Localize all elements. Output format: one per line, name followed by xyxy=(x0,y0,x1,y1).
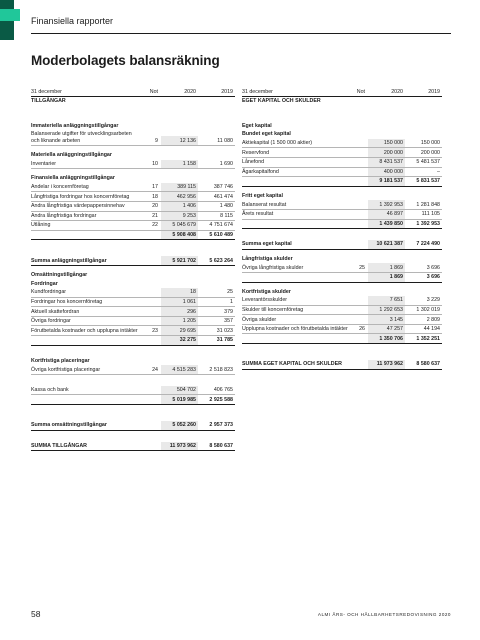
column-2019: 2019 xyxy=(428,88,440,95)
section-heading xyxy=(31,357,235,366)
value-2020: 18 xyxy=(161,288,198,297)
table-row xyxy=(31,298,235,308)
table-row xyxy=(242,148,442,158)
value-2020: 1 406 xyxy=(161,202,198,211)
value-2020: 1 350 706 xyxy=(368,334,405,343)
value-2019: 1 281 848 xyxy=(416,201,440,208)
value-2020: 1 205 xyxy=(161,317,198,326)
assets-table xyxy=(31,86,235,451)
value-2019: 31 023 xyxy=(216,327,233,334)
value-2020: 504 702 xyxy=(161,386,198,395)
row-label: Kundfordringar xyxy=(31,289,67,296)
table-row xyxy=(242,315,442,325)
total-row xyxy=(31,442,235,452)
value-2020: 1 158 xyxy=(161,160,198,169)
section-heading xyxy=(242,192,442,201)
total-row xyxy=(31,231,235,241)
header-rule xyxy=(31,33,451,34)
column-2019: 2019 xyxy=(221,88,233,95)
row-note: 18 xyxy=(152,193,158,200)
total-row xyxy=(31,395,235,405)
value-2020: 29 695 xyxy=(161,326,198,335)
corner-accent xyxy=(0,9,20,21)
row-label: Övriga fordringar xyxy=(31,318,71,325)
value-2019: 1 690 xyxy=(219,160,233,167)
table-row xyxy=(242,158,442,168)
row-label: Årets resultat xyxy=(242,211,274,218)
row-label: Immateriella anläggningstillgångar xyxy=(31,122,119,129)
value-2020: 8 431 537 xyxy=(368,158,405,167)
table-row xyxy=(242,306,442,316)
value-2020: 1 439 850 xyxy=(368,220,405,229)
value-2020: 296 xyxy=(161,307,198,316)
value-2019: 5 481 537 xyxy=(416,159,440,166)
table-row xyxy=(31,317,235,327)
row-note: 25 xyxy=(359,264,365,271)
row-label: Förutbetalda kostnader och upplupna intäkter xyxy=(31,327,138,334)
row-label: Utlåning xyxy=(31,222,51,229)
column-label: 31 december xyxy=(242,88,273,95)
value-2020: 150 000 xyxy=(368,139,405,148)
value-2019: 461 474 xyxy=(213,193,233,200)
value-2020: 11 973 962 xyxy=(161,442,198,451)
value-2020: 7 651 xyxy=(368,296,405,305)
value-2020: 1 392 953 xyxy=(368,200,405,209)
total-row xyxy=(242,360,442,370)
table-row xyxy=(242,200,442,210)
row-label: Balanserade utgifter för utvecklingsarbeten och liknande arbeten xyxy=(31,131,132,144)
table-row xyxy=(31,386,235,396)
section-heading xyxy=(242,97,442,106)
table-row xyxy=(31,307,235,317)
table-row xyxy=(242,325,442,335)
table-row xyxy=(31,130,235,146)
column-note: Not xyxy=(356,88,365,95)
section-title: Finansiella rapporter xyxy=(31,16,114,26)
row-label: Ägarkapitalfond xyxy=(242,168,279,175)
row-label: Eget kapital xyxy=(242,122,272,129)
value-2020: 10 621 387 xyxy=(368,240,405,249)
value-2019: 8 580 637 xyxy=(416,361,440,368)
value-2019: 150 000 xyxy=(420,140,440,147)
section-heading xyxy=(31,122,235,131)
table-row xyxy=(242,168,442,178)
row-label: EGET KAPITAL OCH SKULDER xyxy=(242,98,321,105)
row-label: Inventarier xyxy=(31,160,57,167)
row-label: Övriga skulder xyxy=(242,316,277,323)
spacer xyxy=(31,106,235,122)
page-title: Moderbolagets balansräkning xyxy=(31,53,220,68)
row-label: Aktuell skattefordran xyxy=(31,308,80,315)
row-note: 23 xyxy=(152,327,158,334)
value-2019: 11 080 xyxy=(217,137,233,144)
spacer xyxy=(242,229,442,240)
row-label: TILLGÅNGAR xyxy=(31,98,66,105)
value-2020: 5 019 985 xyxy=(161,395,198,404)
section-heading xyxy=(31,97,235,106)
value-2019: 406 765 xyxy=(213,387,233,394)
total-row xyxy=(242,273,442,283)
table-row xyxy=(31,365,235,375)
column-label: 31 december xyxy=(31,88,62,95)
value-2019: 5 610 489 xyxy=(209,232,233,239)
row-label: Materiella anläggningstillgångar xyxy=(31,152,112,159)
total-row xyxy=(242,177,442,187)
table-row xyxy=(242,139,442,149)
total-row xyxy=(242,240,442,250)
section-heading xyxy=(31,151,235,160)
value-2020: 5 908 408 xyxy=(161,231,198,240)
value-2019: 2 957 373 xyxy=(209,422,233,429)
table-row xyxy=(242,263,442,273)
spacer xyxy=(242,344,442,360)
value-2020: 3 145 xyxy=(368,315,405,324)
value-2019: 1 392 953 xyxy=(416,220,440,227)
value-2019: 2 518 823 xyxy=(209,366,233,373)
value-2020: 11 973 962 xyxy=(368,360,405,369)
value-2019: 2 925 588 xyxy=(209,396,233,403)
total-row xyxy=(242,220,442,230)
value-2019: 379 xyxy=(224,308,233,315)
row-label: Finansiella anläggningstillgångar xyxy=(31,175,115,182)
value-2020: 462 956 xyxy=(161,192,198,201)
value-2020: 1 869 xyxy=(368,263,405,272)
row-label: Kortfristiga skulder xyxy=(242,288,291,295)
value-2019: 5 623 264 xyxy=(209,257,233,264)
row-note: 21 xyxy=(152,212,158,219)
table-row xyxy=(31,160,235,170)
column-note: Not xyxy=(149,88,158,95)
section-heading xyxy=(242,255,442,264)
column-2020: 2020 xyxy=(391,88,403,95)
row-note: 26 xyxy=(359,326,365,333)
section-heading xyxy=(242,130,442,139)
table-row xyxy=(31,192,235,202)
value-2019: 5 831 537 xyxy=(416,178,440,185)
value-2020: 200 000 xyxy=(368,148,405,157)
table-row xyxy=(31,221,235,231)
table-row xyxy=(31,288,235,298)
spacer xyxy=(242,106,442,122)
row-label: Kortfristiga placeringar xyxy=(31,357,90,364)
row-note: 17 xyxy=(152,184,158,191)
value-2019: 1 302 019 xyxy=(416,306,440,313)
spacer xyxy=(31,346,235,357)
spacer xyxy=(31,431,235,442)
row-label: Fordringar hos koncernföretag xyxy=(31,299,103,305)
value-2020: 4 515 283 xyxy=(161,365,198,374)
row-label: Bundet eget kapital xyxy=(242,131,291,138)
value-2020: 5 045 679 xyxy=(161,221,198,230)
value-2019: 8 580 637 xyxy=(209,442,233,449)
value-2020: 47 257 xyxy=(368,325,405,334)
value-2019: 2 809 xyxy=(426,316,440,323)
spacer xyxy=(31,405,235,421)
value-2019: 1 xyxy=(230,299,233,305)
assets-table-header xyxy=(31,86,235,97)
table-row xyxy=(31,183,235,193)
row-label: SUMMA TILLGÅNGAR xyxy=(31,442,88,449)
table-row xyxy=(31,212,235,222)
equity-rows xyxy=(242,97,442,370)
value-2019: 3 696 xyxy=(426,264,440,271)
value-2019: – xyxy=(437,168,440,175)
row-label: Kassa och bank xyxy=(31,387,69,394)
section-heading xyxy=(31,174,235,183)
value-2020: 1 061 xyxy=(161,298,198,307)
value-2019: 3 229 xyxy=(426,297,440,304)
section-heading xyxy=(242,122,442,131)
section-heading xyxy=(31,271,235,280)
row-label: Leverantörsskulder xyxy=(242,297,288,304)
row-label: Summa anläggningstillgångar xyxy=(31,257,107,264)
row-label: Summa omsättningstillgångar xyxy=(31,422,107,429)
table-row xyxy=(242,210,442,220)
row-label: Omsättningstillgångar xyxy=(31,272,88,279)
row-note: 22 xyxy=(152,222,158,229)
value-2019: 8 115 xyxy=(220,212,233,219)
value-2020: 400 000 xyxy=(368,168,405,177)
value-2019: 357 xyxy=(224,318,233,325)
equity-table-header xyxy=(242,86,442,97)
row-label: Andelar i koncernföretag xyxy=(31,184,89,191)
value-2019: 7 224 490 xyxy=(416,241,440,248)
value-2020: 46 897 xyxy=(368,210,405,219)
assets-rows xyxy=(31,97,235,451)
column-2020: 2020 xyxy=(184,88,196,95)
row-note: 24 xyxy=(152,366,158,373)
value-2020: 9 181 537 xyxy=(368,177,405,186)
row-label: Upplupna kostnader och förutbetalda intäkter xyxy=(242,326,348,333)
value-2020: 389 115 xyxy=(161,183,198,192)
section-heading xyxy=(31,280,235,289)
equity-liabilities-table xyxy=(242,86,442,370)
total-row xyxy=(31,336,235,346)
row-label: SUMMA EGET KAPITAL OCH SKULDER xyxy=(242,361,342,368)
total-row xyxy=(31,421,235,431)
row-label: Andra långfristiga värdepappersinnehav xyxy=(31,203,125,210)
row-label: Balanserat resultat xyxy=(242,201,287,208)
total-row xyxy=(242,334,442,344)
value-2020: 9 253 xyxy=(161,212,198,221)
row-label: Skulder till koncernföretag xyxy=(242,306,304,313)
page-number: 58 xyxy=(31,609,41,619)
row-note: 9 xyxy=(155,137,158,144)
value-2019: 25 xyxy=(227,289,233,296)
row-label: Reservfond xyxy=(242,149,270,156)
row-note: 20 xyxy=(152,203,158,210)
value-2019: 1 480 xyxy=(219,203,233,210)
row-label: Lånefond xyxy=(242,159,265,166)
value-2019: 387 746 xyxy=(213,184,233,191)
table-row xyxy=(242,296,442,306)
value-2020: 5 921 702 xyxy=(161,256,198,265)
footer-text: ALMI ÅRS- OCH HÅLLBARHETSREDOVISNING 2020 xyxy=(317,612,451,617)
value-2020: 1 869 xyxy=(368,273,405,282)
row-label: Långfristiga fordringar hos koncernföretag xyxy=(31,193,130,200)
value-2020: 5 052 260 xyxy=(161,421,198,430)
row-note: 10 xyxy=(152,160,158,167)
spacer xyxy=(31,375,235,386)
table-row xyxy=(31,202,235,212)
row-label: Summa eget kapital xyxy=(242,241,292,248)
row-label: Övriga långfristiga skulder xyxy=(242,264,304,271)
value-2020: 1 292 653 xyxy=(368,306,405,315)
table-row xyxy=(31,326,235,336)
row-label: Långfristiga skulder xyxy=(242,256,293,263)
value-2019: 44 194 xyxy=(423,326,440,333)
row-label: Aktiekapital (1 500 000 aktier) xyxy=(242,140,313,147)
value-2019: 200 000 xyxy=(420,149,440,156)
value-2020: 12 136 xyxy=(161,136,198,145)
value-2019: 3 696 xyxy=(426,274,440,281)
value-2019: 31 785 xyxy=(216,337,233,344)
value-2020: 32 275 xyxy=(161,336,198,345)
value-2019: 4 751 674 xyxy=(209,222,233,229)
row-label: Fritt eget kapital xyxy=(242,193,283,200)
value-2019: 111 105 xyxy=(421,211,440,218)
total-row xyxy=(31,256,235,266)
section-heading xyxy=(242,288,442,297)
row-label: Fordringar xyxy=(31,280,58,287)
value-2019: 1 352 251 xyxy=(416,335,440,342)
row-label: Övriga kortfristiga placeringar xyxy=(31,366,101,373)
row-label: Andra långfristiga fordringar xyxy=(31,212,97,219)
spacer xyxy=(31,240,235,256)
